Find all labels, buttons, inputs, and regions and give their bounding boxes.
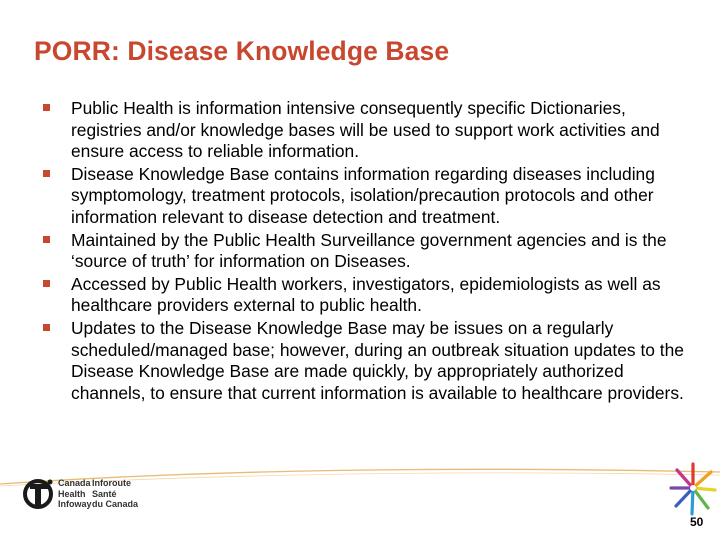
star-burst-icon xyxy=(668,458,718,518)
bullet-item xyxy=(40,98,700,163)
logo-text-french xyxy=(92,478,138,510)
bullet-item xyxy=(40,274,700,317)
bullet-item xyxy=(40,164,700,229)
bullet-item xyxy=(40,230,700,273)
logo-line: Infoway xyxy=(58,499,92,509)
bullet-text: Public Health is information intensive consequently specific Dictionaries, registries and/or knowledge bases will be used to support work activities and ensure access to reliable information. xyxy=(71,98,660,162)
slide-title: PORR: Disease Knowledge Base xyxy=(34,36,450,66)
bullet-square-icon xyxy=(43,170,50,177)
page-number: 50 xyxy=(690,515,704,529)
bullet-list xyxy=(40,98,700,405)
bullet-square-icon xyxy=(43,104,50,111)
logo-line: Santé xyxy=(92,488,117,499)
logo-line: du Canada xyxy=(92,499,139,509)
infoway-logo-icon xyxy=(22,474,56,514)
bullet-square-icon xyxy=(43,280,50,287)
bullet-square-icon xyxy=(43,236,50,243)
logo-line: Canada xyxy=(58,478,91,488)
bullet-text: Maintained by the Public Health Surveillance government agencies and is the ‘source of truth’ for information on Diseases. xyxy=(71,229,667,272)
bullet-square-icon xyxy=(43,324,50,331)
bullet-item xyxy=(40,318,700,404)
logo-text-english xyxy=(58,478,92,510)
logo-line: Health xyxy=(58,488,86,499)
bullet-text: Disease Knowledge Base contains information regarding diseases including symptomology, treatment protocols, isolation/precaution protocols and other information relevant to disease detection and treatment. xyxy=(71,163,655,227)
bullet-text: Accessed by Public Health workers, investigators, epidemiologists as well as healthcare providers external to public health. xyxy=(71,273,661,316)
logo-line: Inforoute xyxy=(92,478,131,488)
infoway-logo xyxy=(22,474,142,530)
bullet-text: Updates to the Disease Knowledge Base may be issues on a regularly scheduled/managed base; however, during an outbreak situation updates to the Disease Knowledge Base are made quickly, by appropriately authorized channels, to ensure that current information is available to healthcare providers. xyxy=(71,317,684,403)
